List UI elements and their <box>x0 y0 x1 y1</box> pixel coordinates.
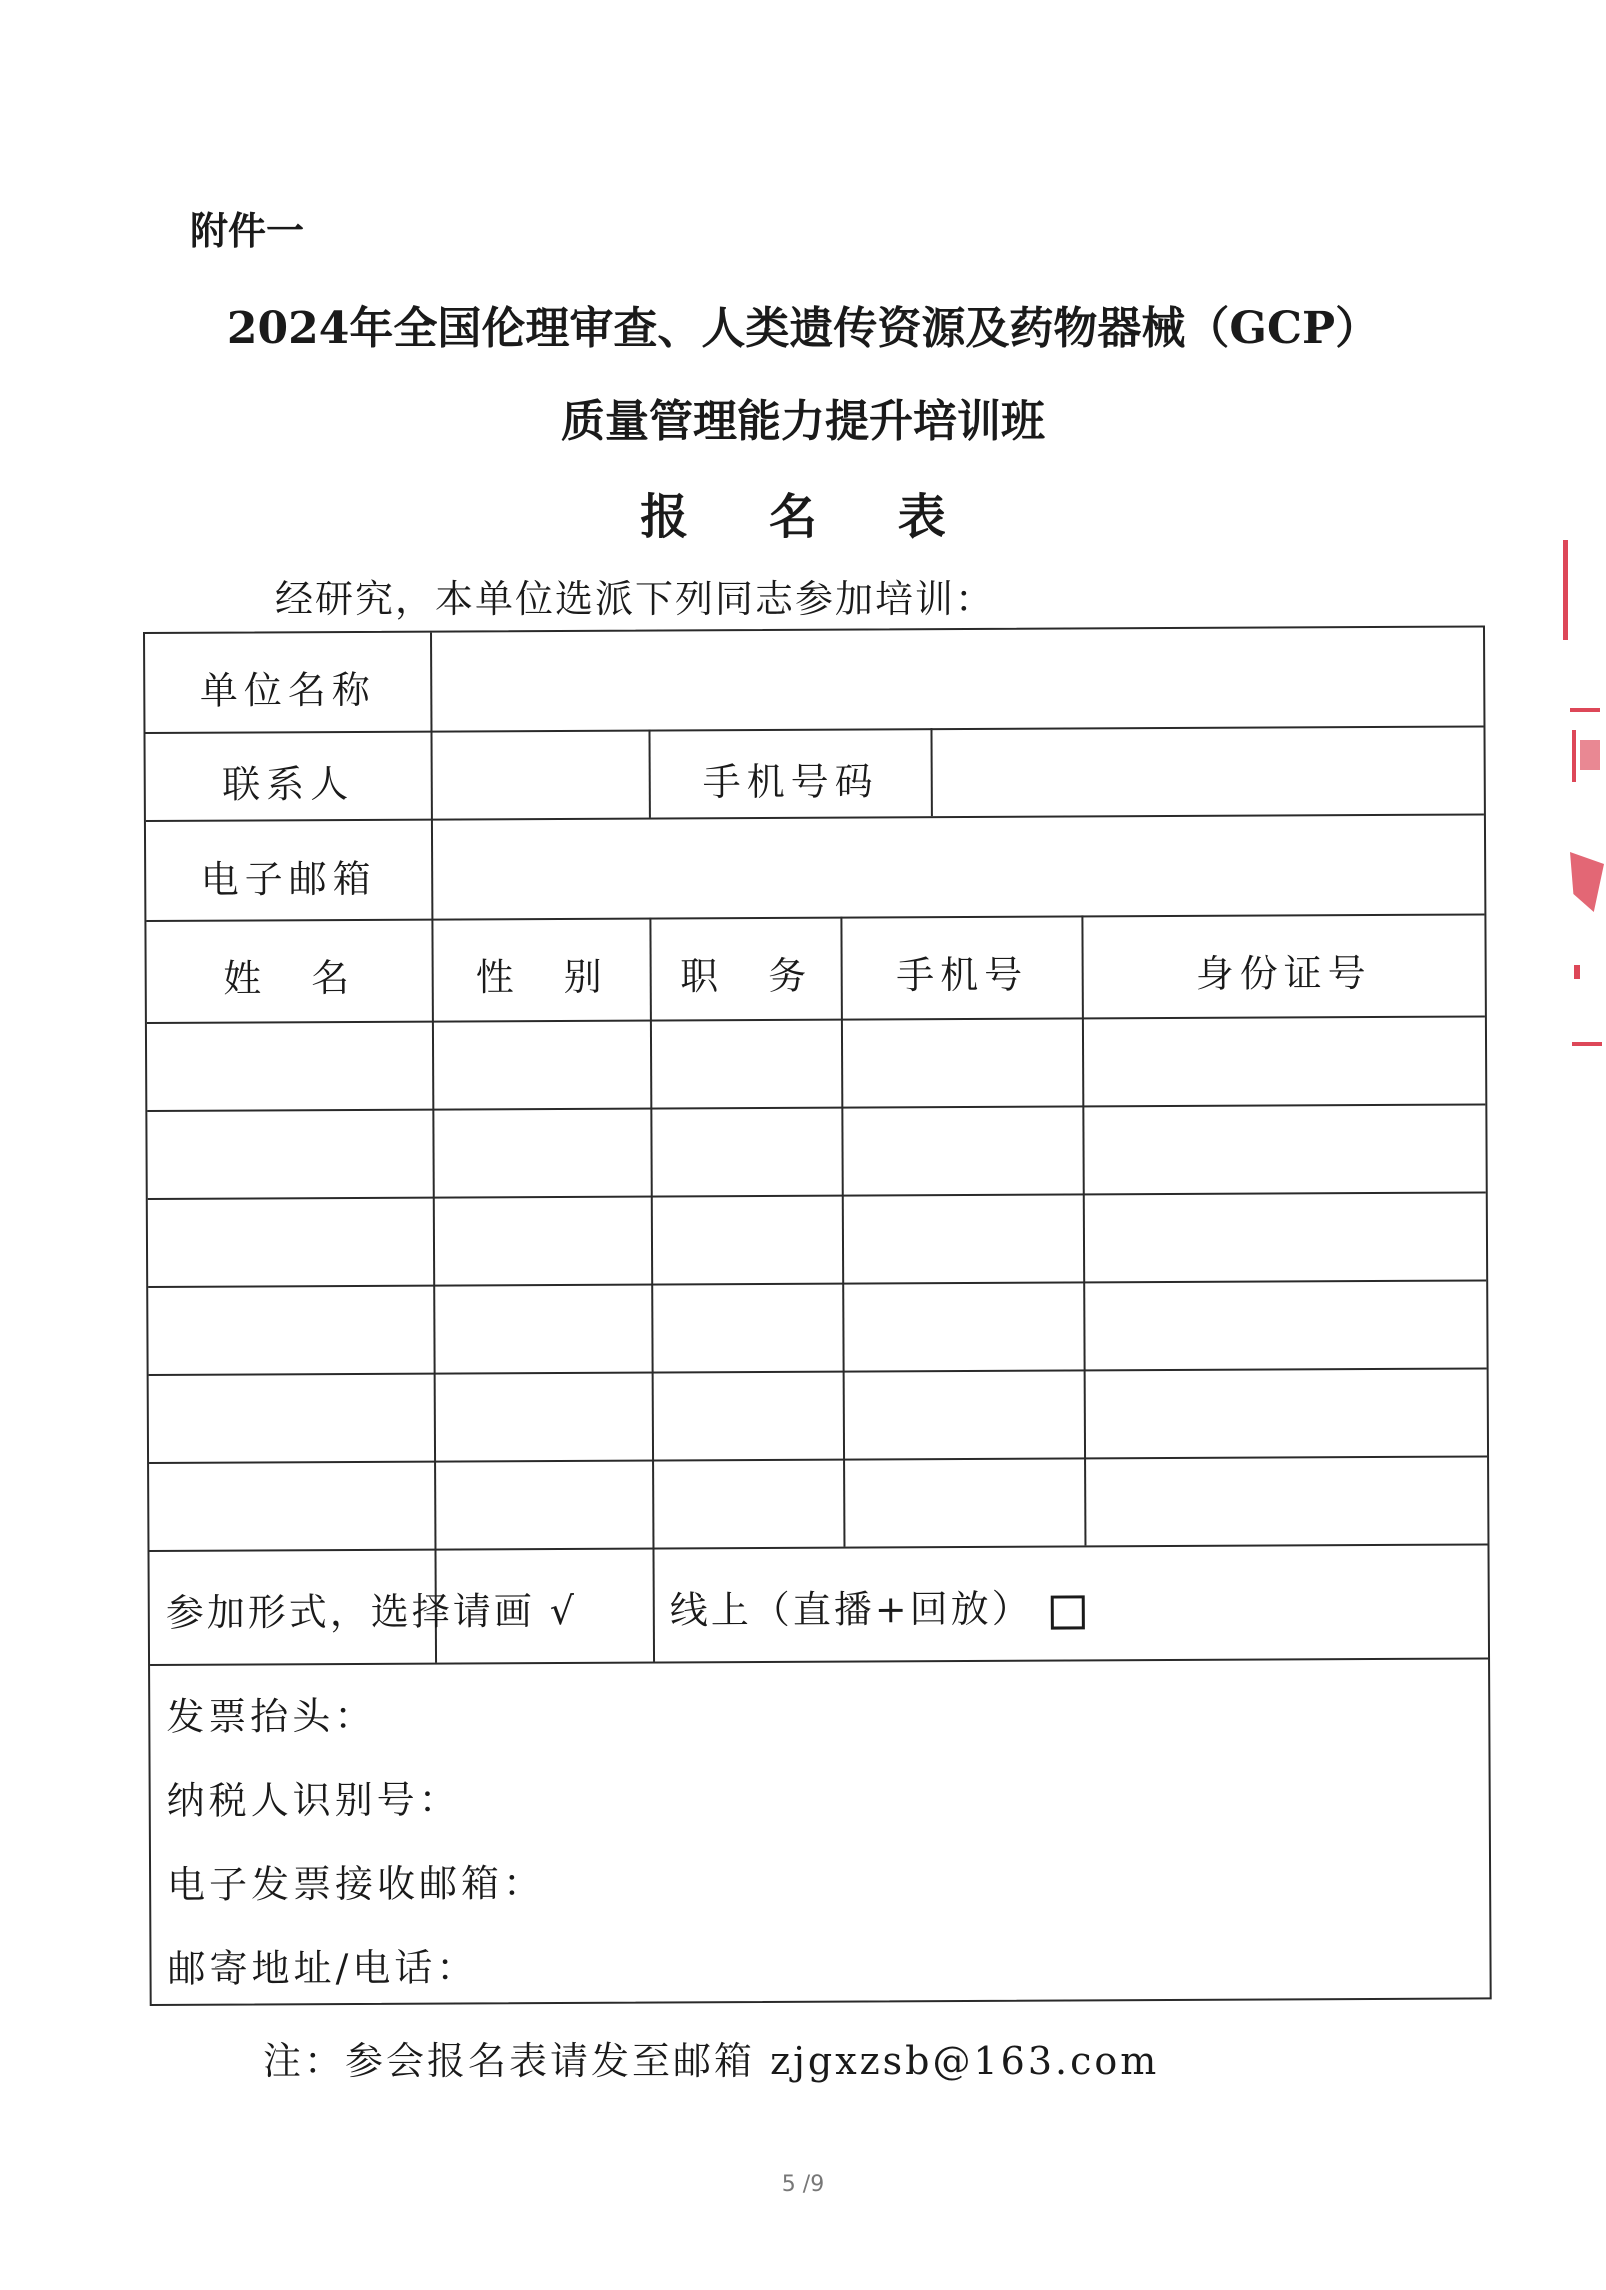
registration-form-table <box>143 625 1492 2006</box>
unit-name-label: 单位名称 <box>199 667 376 713</box>
form-title: 报 名 表 <box>640 489 966 545</box>
email-label: 电子邮箱 <box>200 856 377 902</box>
taxpayer-id-label: 纳税人识别号： <box>166 1777 461 1823</box>
participant-row[interactable] <box>147 1103 1485 1198</box>
participation-option-label: 线上（直播+回放） <box>669 1586 1033 1633</box>
submission-note: 注：参会报名表请发至邮箱 zjgxzsb@163.com <box>263 2039 1160 2083</box>
participant-row[interactable] <box>147 1015 1485 1110</box>
title-line-2: 质量管理能力提升培训班 <box>561 396 1045 447</box>
mobile-number-field[interactable] <box>932 725 1482 816</box>
invoice-title-label: 发票抬头： <box>166 1693 377 1739</box>
participant-row[interactable] <box>148 1191 1486 1286</box>
column-header-id-number: 身份证号 <box>1195 950 1372 996</box>
participant-row[interactable] <box>148 1279 1486 1374</box>
intro-text: 经研究，本单位选派下列同志参加培训： <box>275 577 996 621</box>
attachment-label: 附件一 <box>190 209 305 253</box>
column-header-gender: 性 别 <box>475 954 608 1000</box>
row-divider <box>150 1657 1488 1666</box>
mobile-number-label: 手机号码 <box>702 759 879 805</box>
column-header-name: 姓 名 <box>223 955 356 1001</box>
column-header-mobile: 手机号 <box>896 952 1029 998</box>
title-line-1: 2024年全国伦理审查、人类遗传资源及药物器械（GCP） <box>226 303 1380 354</box>
participation-label: 参加形式，选择请画 √ <box>165 1588 578 1635</box>
contact-field[interactable] <box>432 730 648 819</box>
participant-row[interactable] <box>149 1455 1487 1550</box>
mail-address-label: 邮寄地址/电话： <box>167 1945 479 1991</box>
participant-row[interactable] <box>149 1367 1487 1462</box>
online-checkbox[interactable] <box>1051 1595 1085 1629</box>
einvoice-email-label: 电子发票接收邮箱： <box>167 1861 546 1907</box>
column-header-position: 职 务 <box>680 953 813 999</box>
contact-label: 联系人 <box>222 761 355 807</box>
email-field[interactable] <box>433 813 1483 918</box>
column-divider <box>652 1548 655 1662</box>
unit-name-field[interactable] <box>432 627 1482 730</box>
page-number: 5 /9 <box>781 2172 825 2197</box>
participation-option[interactable] <box>670 1576 1470 1635</box>
